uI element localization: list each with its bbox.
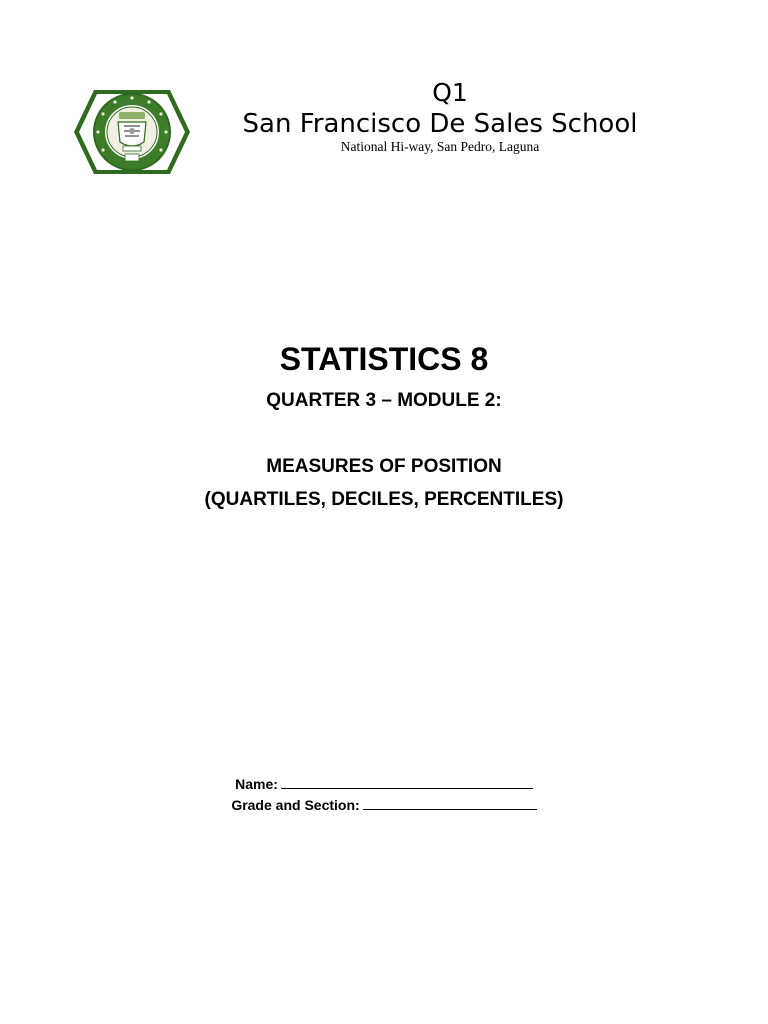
grade-section-label: Grade and Section: xyxy=(231,797,360,813)
name-field xyxy=(0,775,768,793)
name-label: Name: xyxy=(235,776,278,792)
module-topic: MEASURES OF POSITION xyxy=(266,456,502,477)
module-title: STATISTICS 8 xyxy=(279,341,489,377)
name-blank-line[interactable] xyxy=(281,776,533,789)
header-code: Q1 xyxy=(432,78,468,107)
school-name: San Francisco De Sales School xyxy=(242,109,638,139)
grade-section-blank-line[interactable] xyxy=(363,797,537,810)
school-address: National Hi-way, San Pedro, Laguna xyxy=(340,139,540,154)
school-logo xyxy=(72,88,192,176)
module-subtitle: QUARTER 3 – MODULE 2: xyxy=(266,390,502,411)
module-topic-sub: (QUARTILES, DECILES, PERCENTILES) xyxy=(204,489,564,510)
grade-section-field xyxy=(0,796,768,814)
